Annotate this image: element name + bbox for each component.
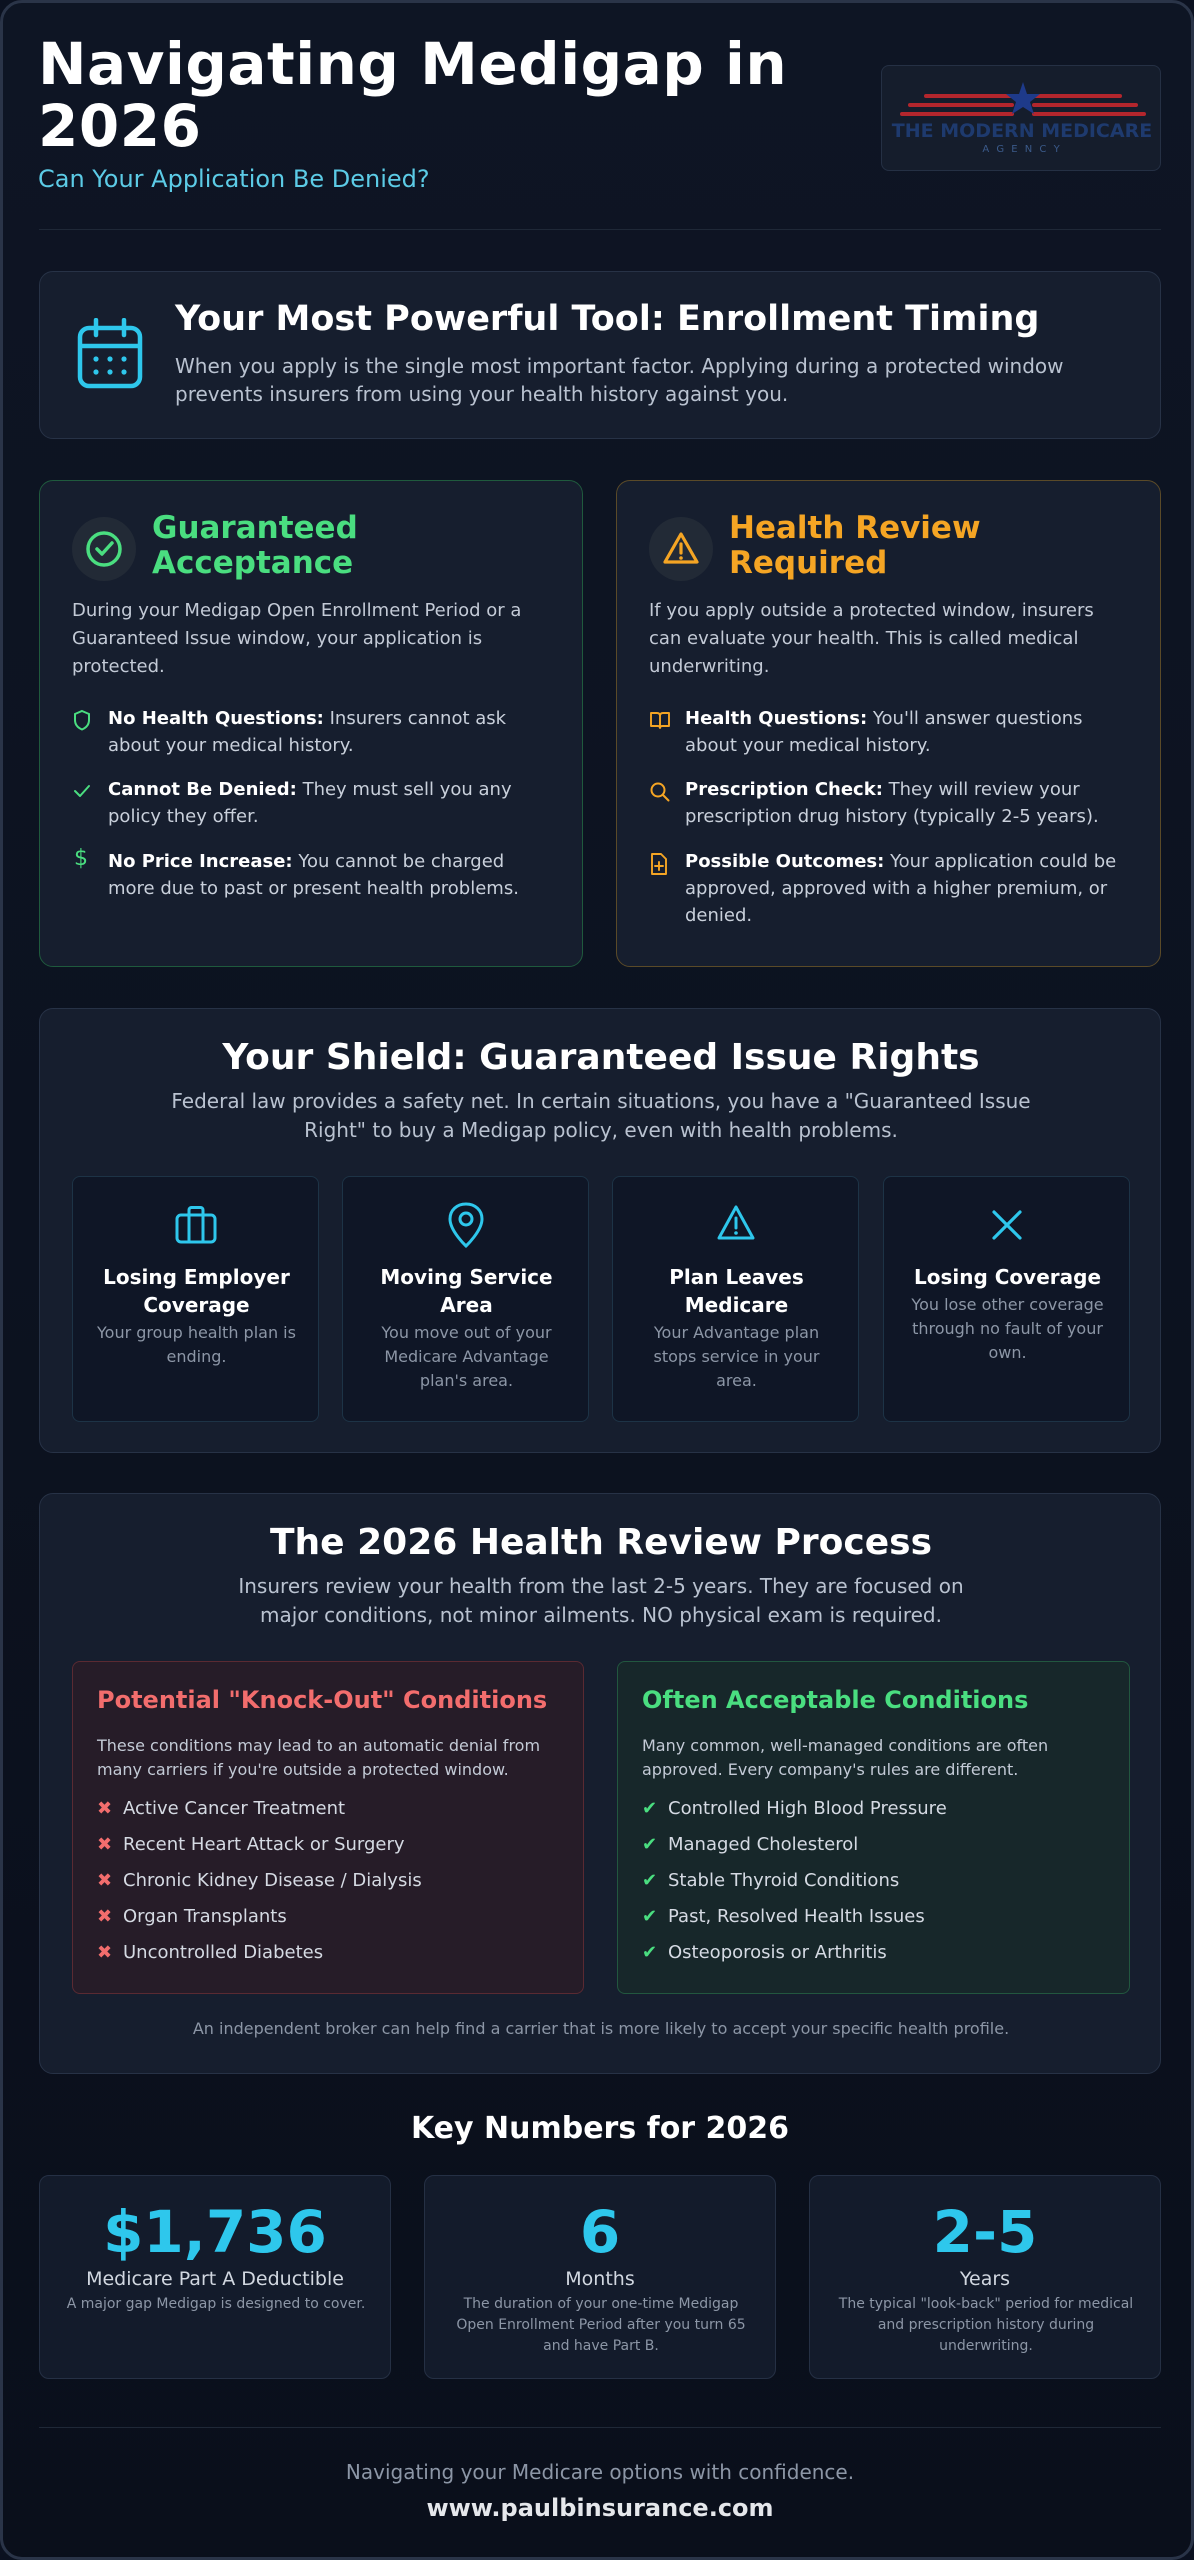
list-item: ✔ Stable Thyroid Conditions <box>642 1870 900 1891</box>
stat-unit: Medicare Part A Deductible <box>86 2268 344 2290</box>
dollar-icon: $ <box>74 846 88 871</box>
review-item: Prescription Check: They will review your prescription drug history (typically 2-5 years). <box>685 779 1099 827</box>
stat-card <box>809 2175 1161 2379</box>
stat-description: A major gap Medigap is designed to cover. <box>66 2296 366 2312</box>
right-tile <box>342 1176 589 1422</box>
divider <box>39 2427 1161 2428</box>
stat-card <box>424 2175 776 2379</box>
shield-text: Federal law provides a safety net. In certain situations, you have a "Guaranteed Issue Right" to buy a Medigap policy, even with health problems. <box>171 1089 1031 1142</box>
stat-value: 2-5 <box>932 2198 1038 2266</box>
x-icon <box>989 1207 1025 1243</box>
knockout-intro: These conditions may lead to an automatic denial from many carriers if you're outside a protected window. <box>97 1736 541 1779</box>
right-tile <box>883 1176 1130 1422</box>
tile-text: You lose other coverage through no fault of your own. <box>911 1295 1104 1362</box>
shield-icon <box>72 709 92 731</box>
list-item: ✔ Controlled High Blood Pressure <box>642 1798 947 1819</box>
tile-text: Your Advantage plan stops service in your area. <box>653 1323 820 1390</box>
stat-unit: Months <box>565 2268 635 2290</box>
review-title: Health Review Required <box>729 510 981 581</box>
file-plus-icon <box>649 852 669 876</box>
guaranteed-acceptance-card <box>39 480 583 967</box>
page-subtitle: Can Your Application Be Denied? <box>38 165 430 193</box>
acceptable-title: Often Acceptable Conditions <box>642 1686 1029 1714</box>
guaranteed-title: Guaranteed Acceptance <box>152 510 358 581</box>
guaranteed-item: No Price Increase: You cannot be charged more due to past or present health problems. <box>108 851 519 899</box>
warning-badge <box>649 517 713 581</box>
divider <box>39 229 1161 230</box>
acceptable-conditions-box <box>617 1661 1130 1994</box>
briefcase-icon <box>174 1205 218 1245</box>
warning-icon <box>716 1203 756 1243</box>
enrollment-text: When you apply is the single most important factor. Applying during a protected window prevents insurers from using your health history against you. <box>175 354 1064 406</box>
tile-title: Moving Service Area <box>380 1265 553 1317</box>
process-text: Insurers review your health from the last 2-5 years. They are focused on major conditions, not minor ailments. NO physical exam is required. <box>238 1574 964 1627</box>
list-item: ✔ Osteoporosis or Arthritis <box>642 1942 887 1963</box>
flag-star-icon <box>882 66 1162 172</box>
book-icon <box>649 710 671 730</box>
knockout-conditions-box <box>72 1661 584 1994</box>
stat-card <box>39 2175 391 2379</box>
stat-value: 6 <box>579 2198 621 2266</box>
list-item: ✖ Recent Heart Attack or Surgery <box>97 1834 405 1855</box>
footer-tagline: Navigating your Medicare options with confidence. <box>345 2460 855 2484</box>
key-numbers-title: Key Numbers for 2026 <box>410 2111 790 2146</box>
page-title: Navigating Medigap in 2026 <box>38 30 788 160</box>
warning-icon <box>661 529 701 569</box>
enrollment-title: Your Most Powerful Tool: Enrollment Timing <box>175 299 1040 339</box>
knockout-list <box>97 1791 422 1971</box>
tile-text: Your group health plan is ending. <box>97 1323 296 1366</box>
tile-text: You move out of your Medicare Advantage plan's area. <box>381 1323 552 1390</box>
process-title: The 2026 Health Review Process <box>269 1522 933 1563</box>
acceptable-list <box>642 1791 947 1971</box>
website-link[interactable]: www.paulbinsurance.com <box>426 2494 774 2522</box>
stat-description: The typical "look-back" period for medical and prescription history during underwriting. <box>838 2296 1134 2354</box>
review-item: Health Questions: You'll answer questions about your medical history. <box>685 708 1083 756</box>
health-review-process-card <box>39 1493 1161 2074</box>
review-intro: If you apply outside a protected window, insurers can evaluate your health. This is called medical underwriting. <box>649 600 1094 677</box>
list-item: ✖ Active Cancer Treatment <box>97 1798 346 1819</box>
logo-name: THE MODERN MEDICARE <box>891 120 1153 142</box>
check-circle-icon <box>84 529 124 569</box>
shield-title: Your Shield: Guaranteed Issue Rights <box>222 1037 980 1078</box>
list-item: ✖ Organ Transplants <box>97 1906 287 1927</box>
list-item: ✖ Uncontrolled Diabetes <box>97 1942 324 1963</box>
check-icon <box>72 781 92 801</box>
search-icon <box>649 781 671 803</box>
health-review-card <box>616 480 1161 967</box>
tile-title: Losing Coverage <box>913 1265 1102 1289</box>
check-circle-badge <box>72 517 136 581</box>
guaranteed-intro: During your Medigap Open Enrollment Period or a Guaranteed Issue window, your application is protected. <box>72 600 522 677</box>
guaranteed-issue-card <box>39 1008 1161 1453</box>
calendar-icon <box>76 318 144 390</box>
acceptable-intro: Many common, well-managed conditions are often approved. Every company's rules are different. <box>642 1736 1049 1779</box>
list-item: ✔ Past, Resolved Health Issues <box>642 1906 925 1927</box>
guaranteed-item: Cannot Be Denied: They must sell you any policy they offer. <box>108 779 512 827</box>
knockout-title: Potential "Knock-Out" Conditions <box>97 1686 548 1714</box>
list-item: ✔ Managed Cholesterol <box>642 1834 859 1855</box>
logo-tagline: A G E N C Y <box>982 144 1062 155</box>
right-tile <box>72 1176 319 1422</box>
guaranteed-item: No Health Questions: Insurers cannot ask about your medical history. <box>108 708 507 756</box>
stat-unit: Years <box>959 2268 1011 2290</box>
review-item: Possible Outcomes: Your application could be approved, approved with a higher premium, or denied. <box>685 851 1117 926</box>
stat-description: The duration of your one-time Medigap Open Enrollment Period after you turn 65 and have Part B. <box>456 2296 746 2354</box>
tile-title: Plan Leaves Medicare <box>669 1265 804 1317</box>
map-pin-icon <box>446 1201 486 1249</box>
stat-value: $1,736 <box>103 2198 327 2266</box>
right-tile <box>612 1176 859 1422</box>
broker-note: An independent broker can help find a carrier that is more likely to accept your specific health profile. <box>192 2019 1010 2038</box>
list-item: ✖ Chronic Kidney Disease / Dialysis <box>97 1870 422 1891</box>
agency-logo <box>881 65 1161 171</box>
tile-title: Losing Employer Coverage <box>103 1265 290 1317</box>
